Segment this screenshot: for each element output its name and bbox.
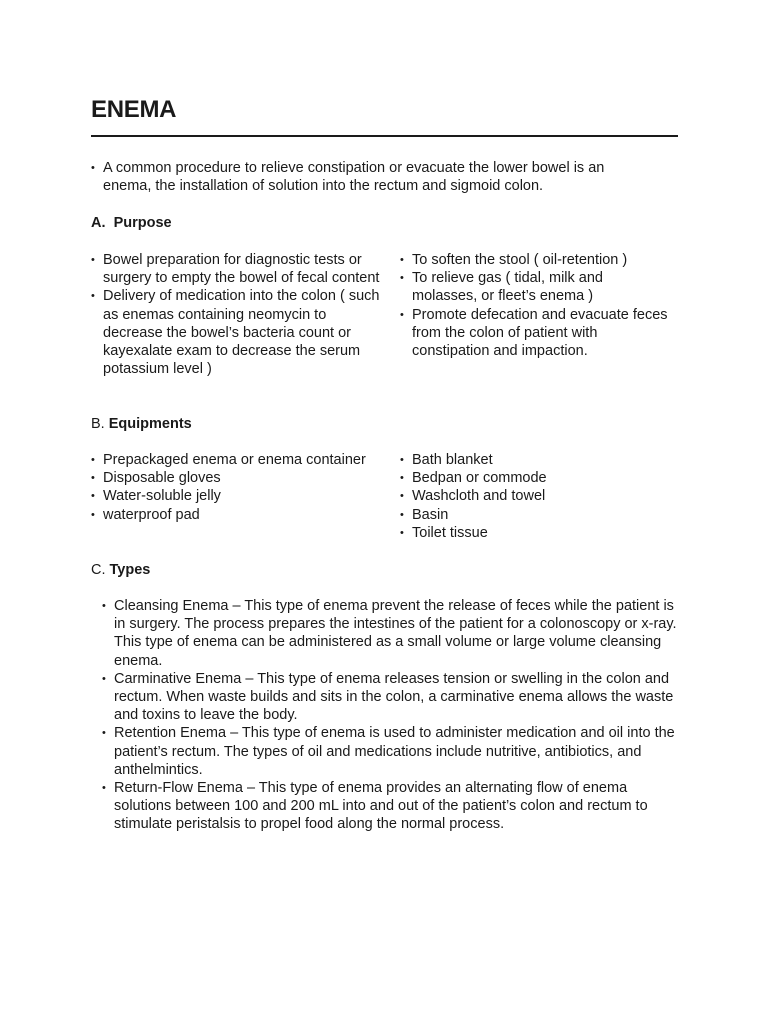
section-heading-purpose — [91, 214, 172, 232]
list-item-text: Toilet tissue — [412, 524, 488, 541]
list-item — [91, 469, 381, 487]
bullet-icon: • — [91, 454, 95, 466]
list-item-text: Carminative Enema – This type of enema releases tension or swelling in the colon and rectum. When waste builds and sits in the colon, a carminative enema allows the waste and toxins to leave the body. — [114, 670, 674, 724]
purpose-list-right — [400, 251, 670, 360]
section-heading-types — [91, 561, 150, 579]
bullet-icon: • — [91, 290, 95, 303]
bullet-icon: • — [91, 490, 95, 503]
list-item-text: Cleansing Enema – This type of enema prevent the release of feces while the patient is in surgery. The process prepares the intestines of the patient for a colonoscopy or x-ray. This type of enema can be administered as a small volume or large volume cleansing enema. — [114, 598, 677, 669]
section-label: Equipments — [108, 416, 192, 432]
section-letter: C. — [91, 562, 106, 578]
list-item — [400, 451, 670, 469]
list-item — [400, 251, 670, 269]
list-item — [400, 524, 670, 542]
bullet-icon: • — [400, 508, 404, 521]
list-item-text: Prepackaged enema or enema container — [103, 452, 366, 468]
list-item-text: Basin — [412, 506, 449, 523]
section-label: Purpose — [113, 215, 172, 231]
list-item-text: To relieve gas ( tidal, milk and molasses, or fleet’s enema ) — [412, 270, 603, 305]
list-item-text: Water-soluble jelly — [103, 488, 221, 505]
bullet-icon: • — [102, 672, 106, 685]
bullet-icon: • — [400, 272, 404, 285]
section-label: Types — [109, 562, 151, 578]
list-item — [400, 269, 670, 305]
page-title: ENEMA — [91, 96, 177, 123]
bullet-icon: • — [102, 600, 106, 612]
intro-text: A common procedure to relieve constipation or evacuate the lower bowel is an enema, the installation of solution into the rectum and sigmoid colon. — [103, 160, 605, 195]
list-item-text: Return-Flow Enema – This type of enema provides an alternating flow of enema solutions between 100 and 200 mL into and out of the patient’s colon and rectum to stimulate peristalsis to propel food along the normal process. — [114, 780, 648, 833]
bullet-icon: • — [91, 162, 95, 174]
bullet-icon: • — [400, 308, 404, 321]
section-letter: B. — [91, 416, 105, 432]
bullet-icon: • — [400, 526, 404, 539]
bullet-icon: • — [102, 727, 106, 740]
bullet-icon: • — [91, 254, 95, 266]
list-item — [400, 487, 670, 505]
bullet-icon: • — [102, 782, 106, 795]
list-item — [102, 597, 682, 670]
section-letter: A. — [91, 215, 106, 231]
list-item-text: Retention Enema – This type of enema is used to administer medication and oil into the patient’s rectum. The types of oil and medications include nutritive, antibiotics, and anthelmintics. — [114, 725, 675, 778]
equipments-list-right — [400, 451, 670, 542]
bullet-icon: • — [91, 508, 95, 521]
equipments-list-left — [91, 451, 381, 524]
bullet-icon: • — [400, 490, 404, 503]
list-item — [400, 506, 670, 524]
list-item — [102, 779, 682, 834]
list-item-text: Promote defecation and evacuate feces from the colon of patient with constipation and impaction. — [412, 306, 668, 360]
list-item — [91, 251, 381, 287]
list-item — [91, 451, 381, 469]
title-divider — [91, 135, 678, 137]
list-item-text: Disposable gloves — [103, 470, 221, 487]
bullet-icon: • — [91, 472, 95, 485]
types-list — [102, 597, 682, 834]
list-item-text: Bedpan or commode — [412, 470, 547, 487]
purpose-list-left — [91, 251, 381, 378]
list-item-text: Bath blanket — [412, 452, 493, 468]
section-heading-equipments — [91, 415, 192, 433]
bullet-icon: • — [400, 454, 404, 466]
list-item-text: Bowel preparation for diagnostic tests or surgery to empty the bowel of fecal content — [103, 252, 380, 287]
list-item-text: waterproof pad — [103, 506, 200, 523]
list-item-text: To soften the stool ( oil-retention ) — [412, 252, 628, 268]
intro-list — [91, 159, 651, 195]
list-item — [102, 670, 682, 725]
list-item — [400, 306, 670, 361]
bullet-icon: • — [400, 472, 404, 485]
list-item — [102, 724, 682, 779]
list-item-text: Washcloth and towel — [412, 488, 546, 505]
list-item — [400, 469, 670, 487]
list-item — [91, 287, 381, 378]
list-item — [91, 506, 381, 524]
list-item-text: Delivery of medication into the colon ( such as enemas containing neomycin to decrease the bowel’s bacteria count or kayexalate exam to decrease the serum potassium level ) — [103, 288, 380, 378]
bullet-icon: • — [400, 254, 404, 266]
list-item — [91, 487, 381, 505]
list-item — [91, 159, 651, 195]
